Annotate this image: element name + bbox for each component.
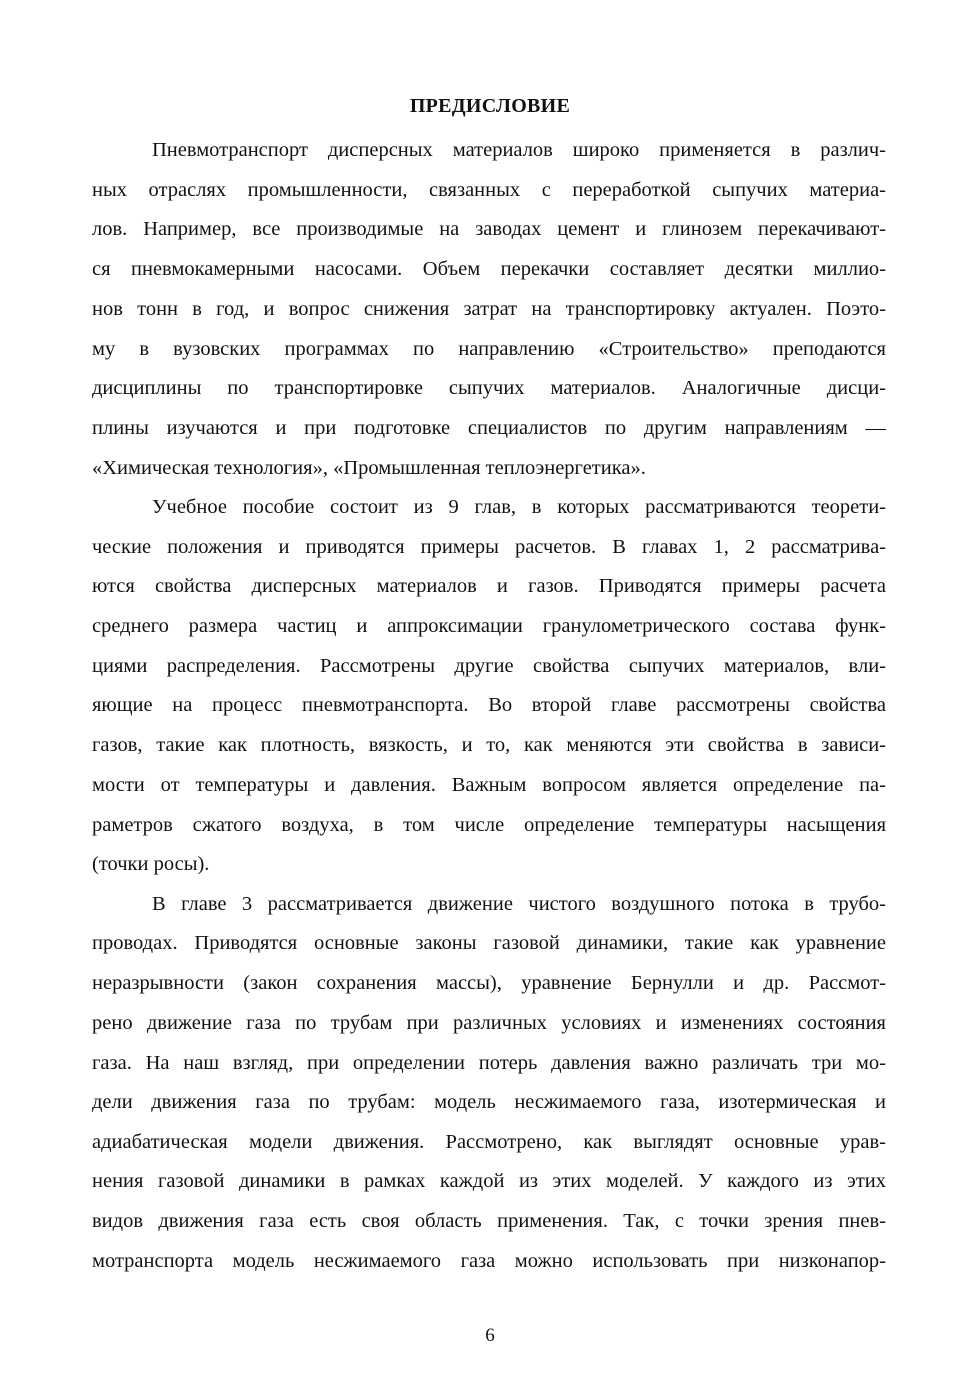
text-line: видов движения газа есть своя область применения. Так, с точки зрения пнев- [92,1210,886,1232]
text-line: адиабатическая модели движения. Рассмотрено, как выглядят основные урав- [92,1131,886,1153]
text-line: дисциплины по транспортировке сыпучих материалов. Аналогичные дисци- [92,377,886,399]
text-line: яющие на процесс пневмотранспорта. Во второй главе рассмотрены свойства [92,694,886,716]
text-line: раметров сжатого воздуха, в том числе определение температуры насыщения [92,814,886,836]
text-line: неразрывности (закон сохранения массы), уравнение Бернулли и др. Рассмот- [92,972,886,994]
text-line: Пневмотранспорт дисперсных материалов широко применяется в различ- [152,139,886,161]
text-line: циями распределения. Рассмотрены другие свойства сыпучих материалов, вли- [92,655,886,677]
text-line: нения газовой динамики в рамках каждой из этих моделей. У каждого из этих [92,1170,886,1192]
text-line: лов. Например, все производимые на заводах цемент и глинозем перекачивают- [92,218,886,240]
text-line: Учебное пособие состоит из 9 глав, в которых рассматриваются теорети- [152,496,886,518]
text-line: «Химическая технология», «Промышленная теплоэнергетика». [92,457,646,479]
text-line: мости от температуры и давления. Важным вопросом является определение па- [92,774,886,796]
page-heading: ПРЕДИСЛОВИЕ [409,95,571,117]
text-line: му в вузовских программах по направлению «Строительство» преподаются [92,338,886,360]
text-line: нов тонн в год, и вопрос снижения затрат на транспортировку актуален. Поэто- [92,298,886,320]
text-line: мотранспорта модель несжимаемого газа можно использовать при низконапор- [92,1250,886,1272]
text-line: (точки росы). [92,853,210,875]
text-line: рено движение газа по трубам при различных условиях и изменениях состояния [92,1012,886,1034]
text-line: газов, такие как плотность, вязкость, и то, как меняются эти свойства в зависи- [92,734,886,756]
page-number: 6 [485,1325,495,1346]
text-line: среднего размера частиц и аппроксимации гранулометрического состава функ- [92,615,886,637]
text-line: В главе 3 рассматривается движение чистого воздушного потока в трубо- [152,893,886,915]
text-line: ных отраслях промышленности, связанных с переработкой сыпучих материа- [92,179,886,201]
text-line: ческие положения и приводятся примеры расчетов. В главах 1, 2 рассматрива- [92,536,886,558]
text-line: проводах. Приводятся основные законы газовой динамики, такие как уравнение [92,932,886,954]
text-line: газа. На наш взгляд, при определении потерь давления важно различать три мо- [92,1052,886,1074]
text-line: ся пневмокамерными насосами. Объем перекачки составляет десятки миллио- [92,258,886,280]
text-line: плины изучаются и при подготовке специалистов по другим направлениям — [92,417,886,439]
text-line: дели движения газа по трубам: модель несжимаемого газа, изотермическая и [92,1091,886,1113]
text-line: ются свойства дисперсных материалов и газов. Приводятся примеры расчета [92,575,886,597]
